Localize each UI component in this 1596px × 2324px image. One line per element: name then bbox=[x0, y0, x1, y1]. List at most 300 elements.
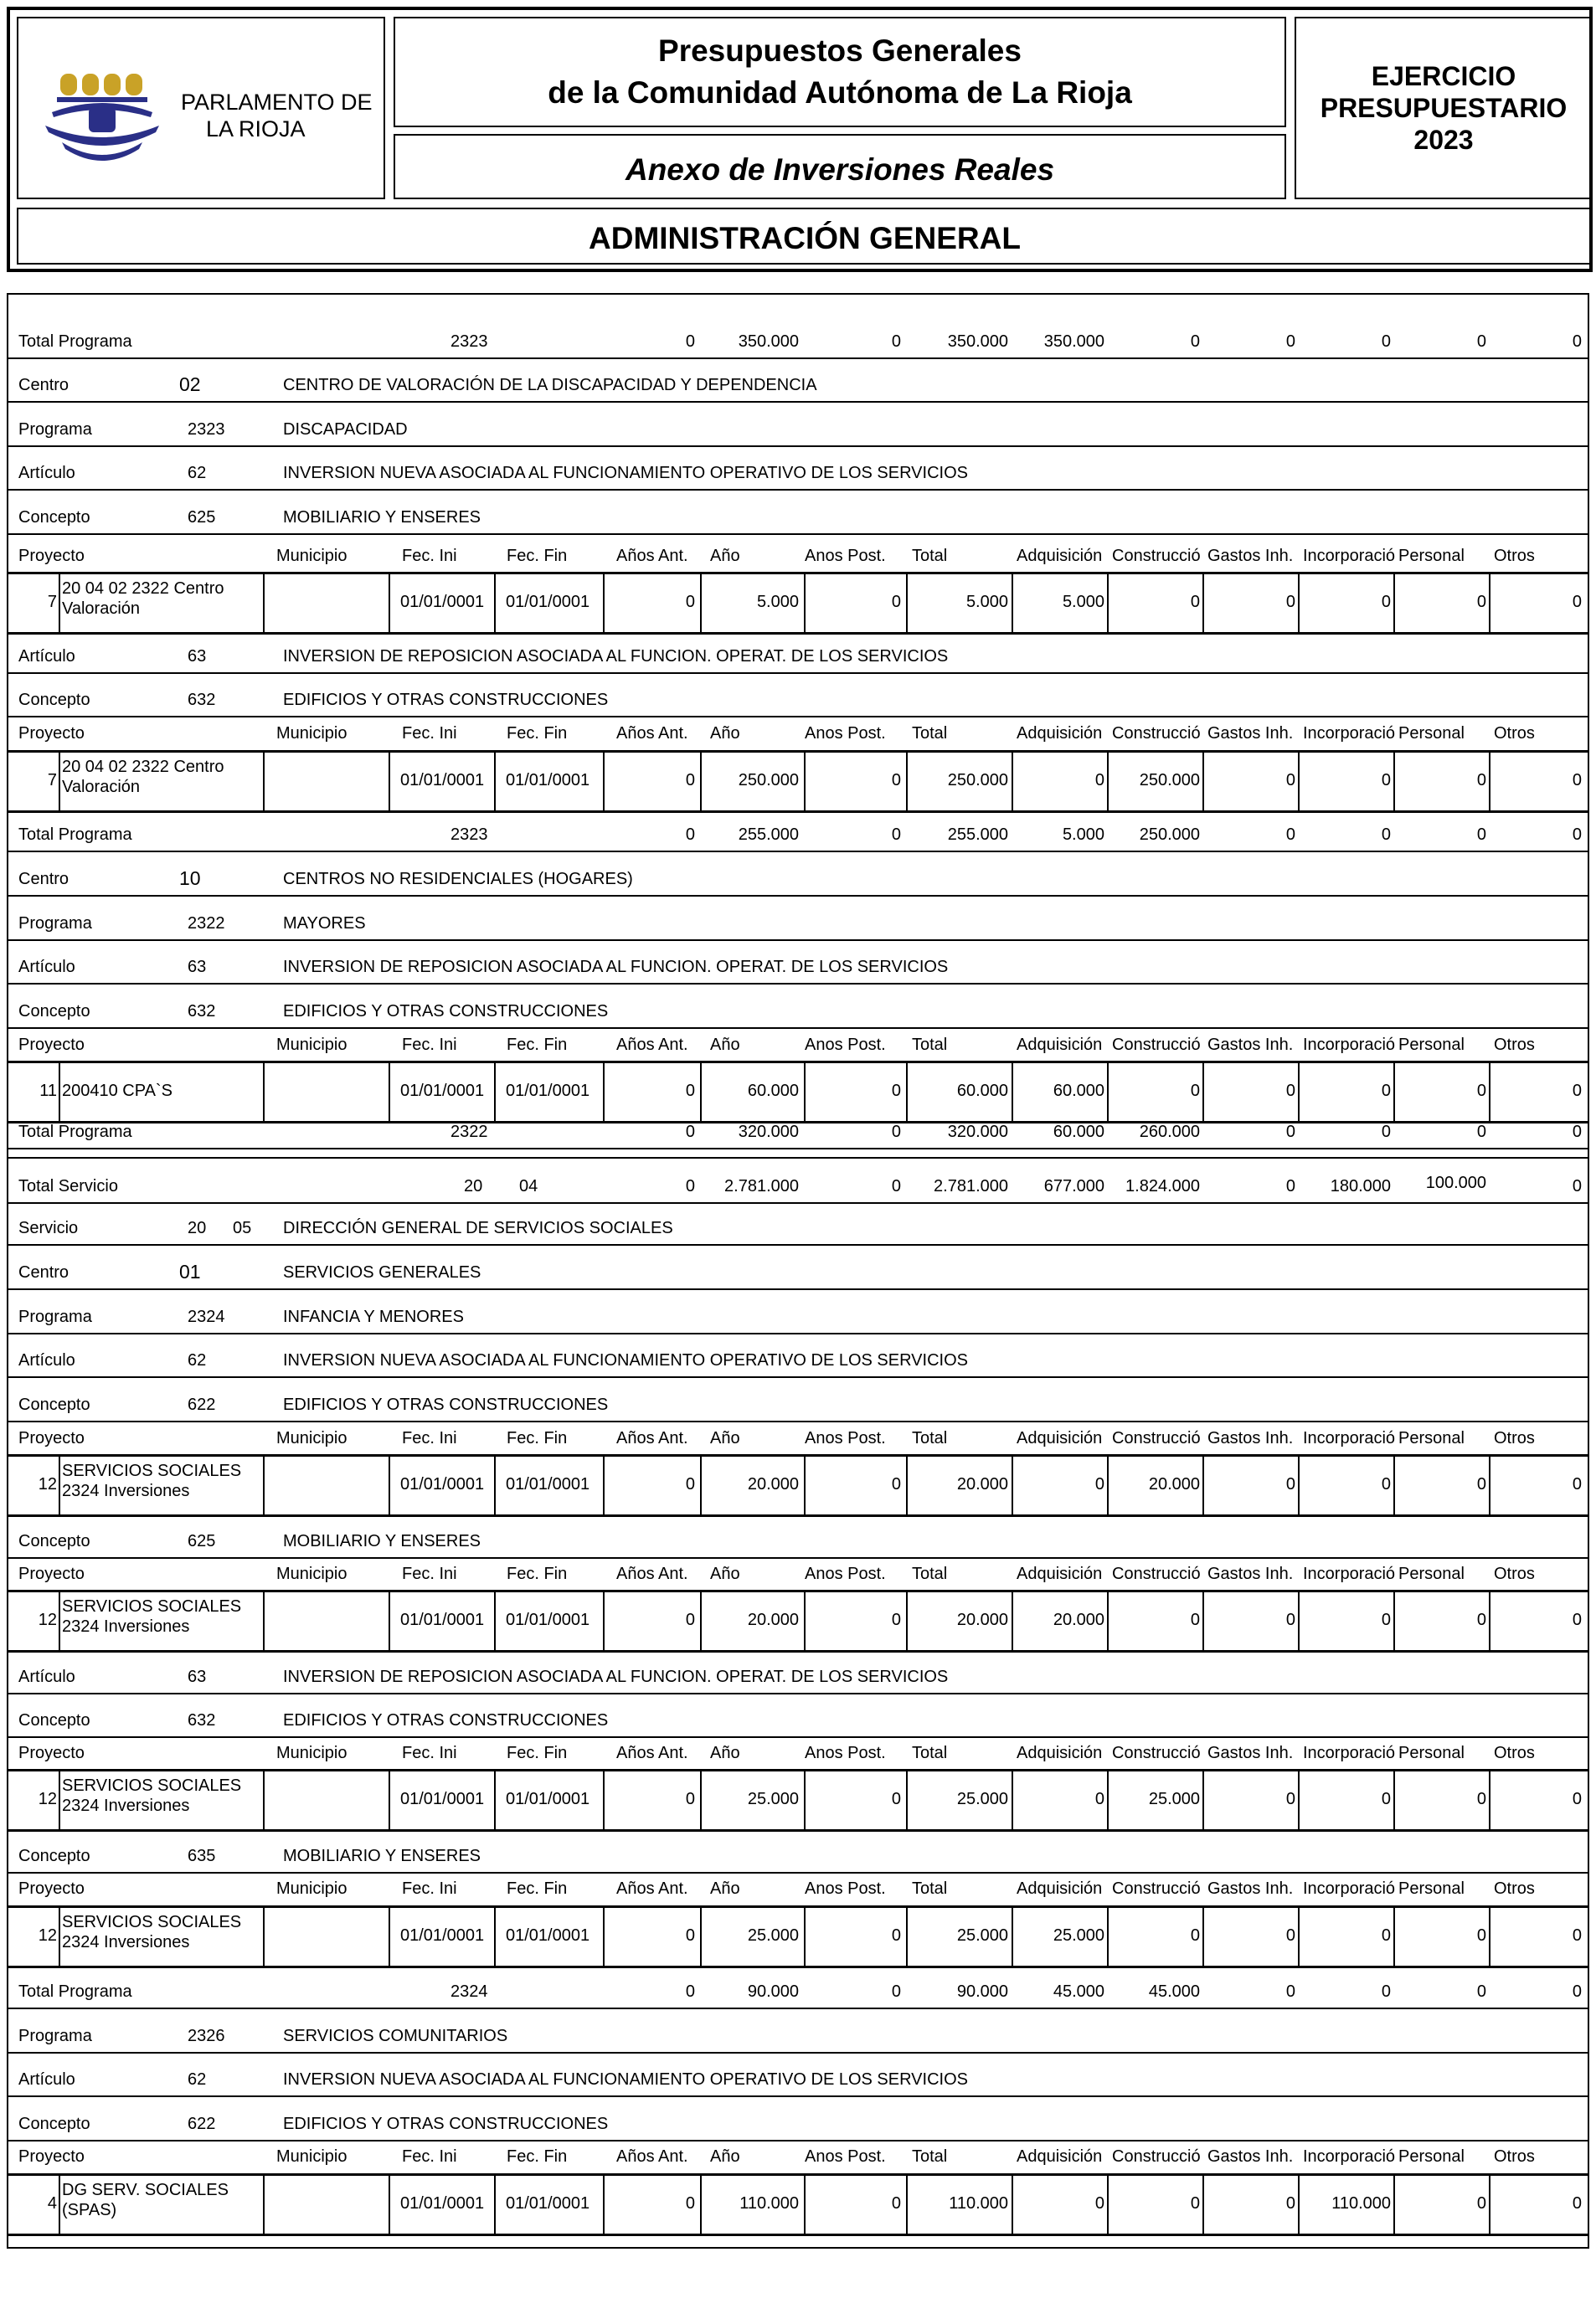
total-value: 677.000 bbox=[1043, 1177, 1104, 1195]
column-header-adquisicion: Adquisición bbox=[1017, 1744, 1103, 1762]
cell-divider bbox=[1489, 1592, 1490, 1650]
cell-divider bbox=[603, 2176, 605, 2234]
project-value: 0 bbox=[891, 1475, 901, 1494]
column-header-personal: Personal bbox=[1398, 1565, 1465, 1583]
total-code: 2324 bbox=[450, 1982, 488, 2001]
table-row-colhdr bbox=[7, 1551, 1589, 1590]
cell-divider bbox=[906, 1771, 908, 1829]
column-header-personal: Personal bbox=[1398, 2147, 1465, 2166]
column-header-ano: Año bbox=[710, 1429, 740, 1447]
column-header-construccion: Construcció bbox=[1112, 547, 1201, 565]
project-value: 0 bbox=[1476, 593, 1486, 611]
column-header-anos_post: Anos Post. bbox=[805, 547, 886, 565]
project-value: 0 bbox=[1285, 1611, 1295, 1629]
project-name-line1: SERVICIOS SOCIALES bbox=[62, 1597, 242, 1616]
project-name-line1: SERVICIOS SOCIALES bbox=[62, 1776, 242, 1795]
table-row-project bbox=[7, 750, 1589, 813]
cell-divider bbox=[906, 1908, 908, 1966]
total-value: 0 bbox=[1572, 1123, 1582, 1141]
total-value: 0 bbox=[891, 1982, 901, 2001]
project-value: 110.000 bbox=[949, 2194, 1008, 2213]
cell-divider bbox=[804, 1592, 806, 1650]
level-code: 2322 bbox=[188, 914, 225, 933]
table-row-level bbox=[7, 1245, 1589, 1290]
cell-divider bbox=[1107, 2176, 1109, 2234]
project-value: 0 bbox=[1476, 1611, 1486, 1629]
project-number: 12 bbox=[38, 1611, 57, 1629]
project-start-date: 01/01/0001 bbox=[400, 771, 485, 789]
cell-divider bbox=[1012, 2176, 1013, 2234]
project-value: 250.000 bbox=[738, 771, 799, 789]
column-header-construccion: Construcció bbox=[1112, 1429, 1201, 1447]
project-name-line1: DG SERV. SOCIALES bbox=[62, 2181, 229, 2199]
column-header-anos_post: Anos Post. bbox=[805, 724, 886, 743]
table-row-servtotal bbox=[7, 1157, 1589, 1204]
level-code: 622 bbox=[188, 1396, 216, 1414]
level-label: Programa bbox=[18, 1308, 92, 1326]
project-value: 0 bbox=[1572, 771, 1582, 789]
level-code: 63 bbox=[188, 958, 207, 976]
column-header-incorporacion: Incorporació bbox=[1303, 1429, 1396, 1447]
level-label: Centro bbox=[18, 1263, 70, 1282]
cell-divider bbox=[263, 574, 265, 632]
total-value: 0 bbox=[1285, 825, 1295, 844]
column-header-municipio: Municipio bbox=[276, 1429, 348, 1447]
level-code: 63 bbox=[188, 647, 207, 666]
level-code: 632 bbox=[188, 1711, 216, 1730]
table-row-project bbox=[7, 2173, 1589, 2236]
level-description: INVERSION NUEVA ASOCIADA AL FUNCIONAMIENTO OPERATIVO DE LOS SERVICIOS bbox=[283, 1351, 968, 1370]
project-value: 0 bbox=[1572, 2194, 1582, 2213]
level-code: 62 bbox=[188, 464, 207, 482]
project-value: 0 bbox=[1476, 1790, 1486, 1808]
column-header-fec_ini: Fec. Ini bbox=[402, 2147, 457, 2166]
level-description: INVERSION NUEVA ASOCIADA AL FUNCIONAMIENTO OPERATIVO DE LOS SERVICIOS bbox=[283, 2070, 968, 2089]
project-end-date: 01/01/0001 bbox=[506, 1082, 590, 1100]
table-row-colhdr bbox=[7, 1730, 1589, 1769]
column-header-adquisicion: Adquisición bbox=[1017, 547, 1103, 565]
total-value: 0 bbox=[1381, 1123, 1391, 1141]
cell-divider bbox=[59, 1771, 60, 1829]
column-header-adquisicion: Adquisición bbox=[1017, 724, 1103, 743]
project-value: 0 bbox=[1094, 2194, 1104, 2213]
project-number: 7 bbox=[47, 771, 57, 789]
column-header-otros: Otros bbox=[1494, 1036, 1535, 1054]
project-value: 0 bbox=[685, 1082, 695, 1100]
exercise-box bbox=[1295, 17, 1593, 199]
cell-divider bbox=[804, 1908, 806, 1966]
level-description: INVERSION NUEVA ASOCIADA AL FUNCIONAMIENTO OPERATIVO DE LOS SERVICIOS bbox=[283, 464, 968, 482]
cell-divider bbox=[804, 1771, 806, 1829]
column-header-anos_ant: Años Ant. bbox=[616, 547, 688, 565]
cell-divider bbox=[1298, 753, 1300, 810]
column-header-ano: Año bbox=[710, 1744, 740, 1762]
level-code: 2326 bbox=[188, 2027, 225, 2045]
column-header-otros: Otros bbox=[1494, 1429, 1535, 1447]
project-name-line1: 200410 CPA`S bbox=[62, 1082, 172, 1100]
cell-divider bbox=[1298, 1592, 1300, 1650]
cell-divider bbox=[1012, 1908, 1013, 1966]
project-name-line2: 2324 Inversiones bbox=[62, 1617, 190, 1636]
project-value: 0 bbox=[1476, 1926, 1486, 1945]
parliament-logo-icon bbox=[37, 69, 171, 169]
project-name-line2: 2324 Inversiones bbox=[62, 1797, 190, 1815]
level-label: Concepto bbox=[18, 1847, 90, 1865]
project-value: 25.000 bbox=[1053, 1926, 1104, 1945]
project-value: 0 bbox=[891, 1082, 901, 1100]
project-value: 0 bbox=[1190, 593, 1200, 611]
total-value: 1.824.000 bbox=[1125, 1177, 1200, 1195]
column-header-anos_ant: Años Ant. bbox=[616, 1879, 688, 1898]
total-value: 260.000 bbox=[1139, 1123, 1200, 1141]
table-row-colhdr bbox=[7, 533, 1589, 572]
table-row-colhdr bbox=[7, 2134, 1589, 2172]
project-value: 25.000 bbox=[1148, 1790, 1200, 1808]
total-value: 2.781.000 bbox=[724, 1177, 799, 1195]
column-header-adquisicion: Adquisición bbox=[1017, 1036, 1103, 1054]
total-value: 0 bbox=[1476, 332, 1486, 351]
project-value: 25.000 bbox=[747, 1926, 799, 1945]
column-header-incorporacion: Incorporació bbox=[1303, 2147, 1396, 2166]
column-header-proyecto: Proyecto bbox=[18, 1879, 85, 1898]
level-label: Centro bbox=[18, 870, 70, 888]
column-header-incorporacion: Incorporació bbox=[1303, 1879, 1396, 1898]
project-value: 20.000 bbox=[747, 1475, 799, 1494]
column-header-proyecto: Proyecto bbox=[18, 2147, 85, 2166]
table-row-project bbox=[7, 1454, 1589, 1517]
column-header-fec_ini: Fec. Ini bbox=[402, 547, 457, 565]
column-header-ano: Año bbox=[710, 2147, 740, 2166]
total-value: 320.000 bbox=[947, 1123, 1008, 1141]
column-header-total: Total bbox=[912, 2147, 948, 2166]
level-label: Concepto bbox=[18, 1532, 90, 1550]
column-header-otros: Otros bbox=[1494, 1879, 1535, 1898]
project-name-line1: SERVICIOS SOCIALES bbox=[62, 1462, 242, 1480]
table-row-service bbox=[7, 1201, 1589, 1246]
total-value: 350.000 bbox=[947, 332, 1008, 351]
total-value: 0 bbox=[891, 1177, 901, 1195]
total-code: 2323 bbox=[450, 825, 488, 844]
cell-divider bbox=[389, 1457, 390, 1514]
project-value: 0 bbox=[1094, 771, 1104, 789]
project-value: 0 bbox=[1381, 1082, 1391, 1100]
level-code: 2323 bbox=[188, 420, 225, 439]
level-code: 62 bbox=[188, 1351, 207, 1370]
project-value: 0 bbox=[1190, 1611, 1200, 1629]
project-value: 0 bbox=[891, 593, 901, 611]
level-label: Concepto bbox=[18, 1711, 90, 1730]
project-name-line2: 2324 Inversiones bbox=[62, 1933, 190, 1951]
annex-title bbox=[394, 134, 1286, 199]
column-header-personal: Personal bbox=[1398, 1036, 1465, 1054]
column-header-ano: Año bbox=[710, 1879, 740, 1898]
project-number: 12 bbox=[38, 1475, 57, 1494]
column-header-gastos: Gastos Inh. bbox=[1207, 1036, 1294, 1054]
cell-divider bbox=[1489, 753, 1490, 810]
cell-divider bbox=[494, 574, 496, 632]
project-value: 0 bbox=[1285, 593, 1295, 611]
cell-divider bbox=[1393, 574, 1395, 632]
column-header-fec_fin: Fec. Fin bbox=[507, 1036, 568, 1054]
column-header-otros: Otros bbox=[1494, 1565, 1535, 1583]
level-description: INVERSION DE REPOSICION ASOCIADA AL FUNCION. OPERAT. DE LOS SERVICIOS bbox=[283, 1668, 949, 1686]
cell-divider bbox=[603, 574, 605, 632]
project-start-date: 01/01/0001 bbox=[400, 2194, 485, 2213]
level-label: Programa bbox=[18, 914, 92, 933]
column-header-otros: Otros bbox=[1494, 724, 1535, 743]
table-row-level bbox=[7, 629, 1589, 674]
column-header-total: Total bbox=[912, 1429, 948, 1447]
column-header-adquisicion: Adquisición bbox=[1017, 1879, 1103, 1898]
level-code: 01 bbox=[179, 1261, 201, 1283]
project-value: 5.000 bbox=[756, 593, 799, 611]
level-label: Artículo bbox=[18, 2070, 75, 2089]
column-header-fec_fin: Fec. Fin bbox=[507, 724, 568, 743]
column-header-fec_fin: Fec. Fin bbox=[507, 2147, 568, 2166]
project-end-date: 01/01/0001 bbox=[506, 1475, 590, 1494]
annex-label: Anexo de Inversiones Reales bbox=[625, 152, 1055, 187]
level-description: EDIFICIOS Y OTRAS CONSTRUCCIONES bbox=[283, 1396, 609, 1414]
column-header-fec_ini: Fec. Ini bbox=[402, 724, 457, 743]
project-value: 0 bbox=[891, 1790, 901, 1808]
column-header-adquisicion: Adquisición bbox=[1017, 2147, 1103, 2166]
project-value: 25.000 bbox=[747, 1790, 799, 1808]
project-number: 4 bbox=[47, 2194, 57, 2213]
column-header-anos_ant: Años Ant. bbox=[616, 1565, 688, 1583]
project-start-date: 01/01/0001 bbox=[400, 1082, 485, 1100]
table-row-level bbox=[7, 357, 1589, 403]
total-value: 90.000 bbox=[956, 1982, 1008, 2001]
level-label: Artículo bbox=[18, 464, 75, 482]
project-value: 0 bbox=[891, 1926, 901, 1945]
total-value: 0 bbox=[1381, 332, 1391, 351]
cell-divider bbox=[804, 1457, 806, 1514]
total-value: 350.000 bbox=[738, 332, 799, 351]
level-description: DIRECCIÓN GENERAL DE SERVICIOS SOCIALES bbox=[283, 1219, 673, 1237]
column-header-total: Total bbox=[912, 1744, 948, 1762]
level-label: Artículo bbox=[18, 1351, 75, 1370]
total-value: 0 bbox=[1285, 1123, 1295, 1141]
level-label: Artículo bbox=[18, 958, 75, 976]
exercise-line2: PRESUPUESTARIO bbox=[1320, 93, 1568, 123]
project-value: 0 bbox=[1381, 1611, 1391, 1629]
table-row-colhdr bbox=[7, 1022, 1589, 1061]
table-row-level bbox=[7, 1649, 1589, 1694]
cell-divider bbox=[1489, 1771, 1490, 1829]
level-description: EDIFICIOS Y OTRAS CONSTRUCCIONES bbox=[283, 2115, 609, 2133]
total-value: 60.000 bbox=[1053, 1123, 1104, 1141]
cell-divider bbox=[603, 1908, 605, 1966]
level-description: EDIFICIOS Y OTRAS CONSTRUCCIONES bbox=[283, 691, 609, 709]
cell-divider bbox=[1012, 1592, 1013, 1650]
level-description: CENTROS NO RESIDENCIALES (HOGARES) bbox=[283, 870, 633, 888]
level-label: Concepto bbox=[18, 1396, 90, 1414]
column-header-otros: Otros bbox=[1494, 2147, 1535, 2166]
project-value: 0 bbox=[1572, 1611, 1582, 1629]
project-value: 0 bbox=[1572, 1475, 1582, 1494]
column-header-gastos: Gastos Inh. bbox=[1207, 1879, 1294, 1898]
column-header-municipio: Municipio bbox=[276, 724, 348, 743]
column-header-total: Total bbox=[912, 1879, 948, 1898]
project-value: 0 bbox=[685, 2194, 695, 2213]
project-value: 0 bbox=[685, 593, 695, 611]
cell-divider bbox=[906, 753, 908, 810]
cell-divider bbox=[389, 1908, 390, 1966]
level-code: 632 bbox=[188, 691, 216, 709]
project-value: 0 bbox=[685, 1790, 695, 1808]
total-label: Total Programa bbox=[18, 825, 132, 844]
level-code: 2324 bbox=[188, 1308, 225, 1326]
project-value: 0 bbox=[1285, 2194, 1295, 2213]
total-value: 0 bbox=[1572, 1982, 1582, 2001]
project-value: 0 bbox=[1190, 1082, 1200, 1100]
column-header-municipio: Municipio bbox=[276, 1036, 348, 1054]
project-number: 7 bbox=[47, 593, 57, 611]
level-description: DISCAPACIDAD bbox=[283, 420, 408, 439]
cell-divider bbox=[494, 1771, 496, 1829]
level-label: Programa bbox=[18, 420, 92, 439]
column-header-ano: Año bbox=[710, 1565, 740, 1583]
project-end-date: 01/01/0001 bbox=[506, 1611, 590, 1629]
project-name-line1: 20 04 02 2322 Centro bbox=[62, 579, 224, 598]
column-header-fec_fin: Fec. Fin bbox=[507, 547, 568, 565]
cell-divider bbox=[1202, 753, 1204, 810]
total-code-2: 04 bbox=[519, 1177, 538, 1195]
project-value: 0 bbox=[1572, 1082, 1582, 1100]
column-header-construccion: Construcció bbox=[1112, 2147, 1201, 2166]
project-value: 0 bbox=[1476, 2194, 1486, 2213]
cell-divider bbox=[494, 1908, 496, 1966]
column-header-anos_post: Anos Post. bbox=[805, 2147, 886, 2166]
total-value: 5.000 bbox=[1062, 825, 1104, 844]
section-label: ADMINISTRACIÓN GENERAL bbox=[589, 221, 1021, 255]
column-header-anos_post: Anos Post. bbox=[805, 1879, 886, 1898]
project-end-date: 01/01/0001 bbox=[506, 593, 590, 611]
level-description: SERVICIOS COMUNITARIOS bbox=[283, 2027, 508, 2045]
table-row-level bbox=[7, 896, 1589, 941]
total-value: 0 bbox=[1381, 825, 1391, 844]
cell-divider bbox=[1489, 2176, 1490, 2234]
column-header-proyecto: Proyecto bbox=[18, 1565, 85, 1583]
cell-divider bbox=[603, 1457, 605, 1514]
level-label: Concepto bbox=[18, 691, 90, 709]
project-value: 0 bbox=[1572, 1790, 1582, 1808]
level-description: MAYORES bbox=[283, 914, 366, 933]
level-code: 622 bbox=[188, 2115, 216, 2133]
cell-divider bbox=[1107, 1771, 1109, 1829]
cell-divider bbox=[700, 2176, 702, 2234]
table-row-total bbox=[7, 1104, 1589, 1149]
column-header-ano: Año bbox=[710, 724, 740, 743]
total-value: 255.000 bbox=[738, 825, 799, 844]
cell-divider bbox=[1489, 1457, 1490, 1514]
cell-divider bbox=[494, 1457, 496, 1514]
cell-divider bbox=[1202, 1457, 1204, 1514]
project-value: 0 bbox=[1285, 1790, 1295, 1808]
table-row-total bbox=[7, 1964, 1589, 2009]
project-value: 0 bbox=[1285, 1926, 1295, 1945]
project-value: 0 bbox=[1190, 2194, 1200, 2213]
table-row-level bbox=[7, 490, 1589, 535]
column-header-anos_ant: Años Ant. bbox=[616, 724, 688, 743]
total-value: 0 bbox=[1190, 332, 1200, 351]
column-header-fec_ini: Fec. Ini bbox=[402, 1429, 457, 1447]
cell-divider bbox=[700, 1908, 702, 1966]
cell-divider bbox=[1298, 574, 1300, 632]
project-end-date: 01/01/0001 bbox=[506, 1790, 590, 1808]
column-header-anos_post: Anos Post. bbox=[805, 1744, 886, 1762]
level-code-2: 05 bbox=[233, 1219, 252, 1237]
cell-divider bbox=[389, 574, 390, 632]
cell-divider bbox=[1298, 2176, 1300, 2234]
level-code: 625 bbox=[188, 508, 216, 527]
table-row-colhdr bbox=[7, 1866, 1589, 1905]
level-label: Artículo bbox=[18, 1668, 75, 1686]
project-value: 0 bbox=[1572, 1926, 1582, 1945]
project-value: 5.000 bbox=[965, 593, 1008, 611]
project-value: 110.000 bbox=[739, 2194, 799, 2213]
column-header-fec_ini: Fec. Ini bbox=[402, 1565, 457, 1583]
table-row-project bbox=[7, 1769, 1589, 1832]
column-header-fec_fin: Fec. Fin bbox=[507, 1879, 568, 1898]
total-value: 0 bbox=[1285, 1982, 1295, 2001]
column-header-gastos: Gastos Inh. bbox=[1207, 1429, 1294, 1447]
total-value: 350.000 bbox=[1043, 332, 1104, 351]
project-value: 60.000 bbox=[747, 1082, 799, 1100]
level-label: Concepto bbox=[18, 2115, 90, 2133]
cell-divider bbox=[1107, 574, 1109, 632]
level-description: EDIFICIOS Y OTRAS CONSTRUCCIONES bbox=[283, 1711, 609, 1730]
project-value: 20.000 bbox=[1148, 1475, 1200, 1494]
cell-divider bbox=[263, 1771, 265, 1829]
level-description: INVERSION DE REPOSICION ASOCIADA AL FUNCION. OPERAT. DE LOS SERVICIOS bbox=[283, 958, 949, 976]
cell-divider bbox=[1202, 1592, 1204, 1650]
total-value: 0 bbox=[891, 825, 901, 844]
project-number: 11 bbox=[39, 1082, 57, 1100]
column-header-fec_fin: Fec. Fin bbox=[507, 1565, 568, 1583]
level-label: Concepto bbox=[18, 1002, 90, 1021]
section-title bbox=[17, 208, 1593, 265]
cell-divider bbox=[1202, 1908, 1204, 1966]
total-value: 255.000 bbox=[947, 825, 1008, 844]
cell-divider bbox=[59, 1592, 60, 1650]
column-header-proyecto: Proyecto bbox=[18, 1744, 85, 1762]
column-header-fec_fin: Fec. Fin bbox=[507, 1429, 568, 1447]
cell-divider bbox=[263, 2176, 265, 2234]
title-line1: Presupuestos Generales bbox=[658, 33, 1022, 68]
cell-divider bbox=[1012, 753, 1013, 810]
total-value: 0 bbox=[685, 332, 695, 351]
project-value: 0 bbox=[1285, 1475, 1295, 1494]
column-header-total: Total bbox=[912, 724, 948, 743]
total-value: 100.000 bbox=[1425, 1174, 1486, 1192]
column-header-gastos: Gastos Inh. bbox=[1207, 1565, 1294, 1583]
project-value: 0 bbox=[1094, 1475, 1104, 1494]
cell-divider bbox=[700, 753, 702, 810]
column-header-total: Total bbox=[912, 1565, 948, 1583]
total-value: 180.000 bbox=[1330, 1177, 1391, 1195]
total-value: 90.000 bbox=[747, 1982, 799, 2001]
level-code: 62 bbox=[188, 2070, 207, 2089]
cell-divider bbox=[603, 1771, 605, 1829]
level-label: Programa bbox=[18, 2027, 92, 2045]
project-value: 0 bbox=[891, 2194, 901, 2213]
cell-divider bbox=[1202, 2176, 1204, 2234]
cell-divider bbox=[906, 1457, 908, 1514]
level-label: Servicio bbox=[18, 1219, 79, 1237]
column-header-municipio: Municipio bbox=[276, 1744, 348, 1762]
project-value: 0 bbox=[1381, 1475, 1391, 1494]
